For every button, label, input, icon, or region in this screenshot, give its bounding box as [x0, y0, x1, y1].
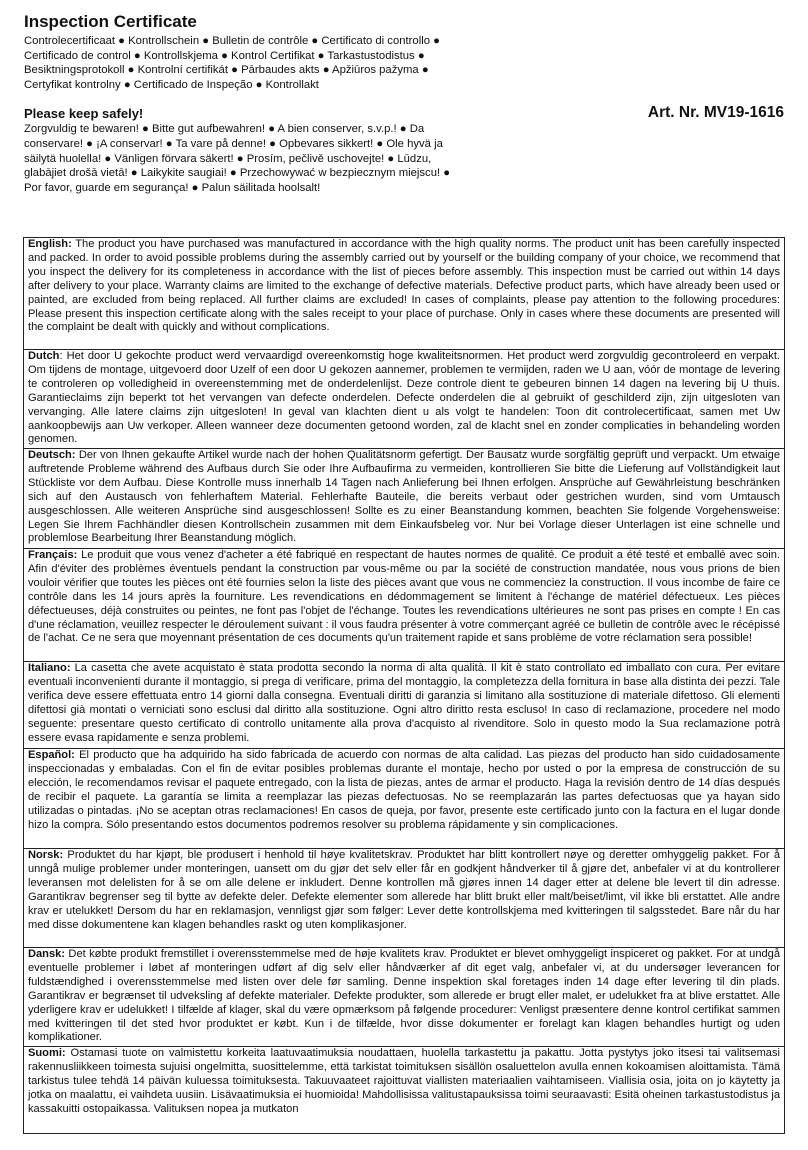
header [24, 12, 784, 195]
section-label: English: [28, 238, 72, 250]
section-text: El producto que ha adquirido ha sido fabricada de acuerdo con normas de alta calidad. Las piezas del producto han sido cuidadosamente inspeccionadas y embaladas. Con el fin de evitar posibles problemas durante el montaje, hecho por usted o por la empresa de construcción de su elección, le recomendamos revisar el paquete entregado, con la lista de piezas, antes de armar el producto. Haga la revisión dentro de 14 días después de recibir el paquete. La garantía se limita a reemplazar las piezas defectuosas. No se reemplazarán las partes defectuosas que ya hayan sido utilizadas o pintadas. ¡No se aceptan otras reclamaciones! En casos de queja, por favor, presente este certificado junto con la factura en el lugar donde hizo la compra. Sólo presentando estos documentos podremos resolver su problema rápidamente y sin complicaciones. [28, 749, 780, 831]
section-espanol [24, 749, 784, 849]
language-sections-table [23, 237, 785, 1134]
section-label: Norsk: [28, 849, 64, 861]
section-label: Deutsch: [28, 449, 76, 461]
section-text: : Het door U gekochte product werd vervaardigd overeenkomstig hoge kwaliteitsnormen. Het product werd zorgvuldig gecontroleerd en verpakt. Om tijdens de montage, uitgevoerd door Uzelf of een door U gekozen aannemer, problemen te vermijden, raden we U aan, vóór de montage de levering te controleren op volledigheid in overeenstemming met de onderdelenlijst. Deze controle dient te gebeuren binnen 14 dagen na levering bij U thuis. Garantieclaims zijn beperkt tot het vervangen van defecte onderdelen. Defecte onderdelen die al gebruikt of geschilderd zijn, zijn uitgesloten van vervanging. Alle latere claims zijn uitgesloten! In geval van klachten dient u als volgt te handelen: Toon dit controlecertificaat, samen met Uw aankoopbewijs aan Uw verkoper. Alleen wanneer deze documenten getoond worden, zal de klacht snel en zonder complicaties in behandeling worden genomen. [28, 350, 780, 446]
section-text: Produktet du har kjøpt, ble produsert i henhold til høye kvalitetskrav. Produktet har blitt kontrollert nøye og deretter omhyggelig pakket. For å unngå mulige problemer under monteringen, uansett om du gjør det selv eller får en godkjent håndverker til å gjøre det, anbefaler vi at du kontrollerer leveransen mot delelisten for å se om alle delene er inkludert. Denne kontrollen må gjøres innen 14 dager etter at delene ble levert til din adresse. Garantikrav begrenser seg til bytte av defekte deler. Defekte elementer som allerede har blitt brukt eller malt/beiset/limt, vil ikke bli erstattet. Alle andre krav er utelukket! Dersom du har en reklamasjon, vennligst gjør som følger: Lever dette kontrollskjema med kvitteringen til salgsstedet. Bare når du har med disse dokumentene kan klagen behandles raskt og uten komplikasjoner. [28, 849, 780, 931]
section-label: Français: [28, 549, 78, 561]
section-dutch [24, 350, 784, 449]
section-label: Dansk: [28, 948, 65, 960]
section-text: Der von Ihnen gekaufte Artikel wurde nach der hohen Qualitätsnorm gefertigt. Der Bausatz wurde sorgfältig geprüft und verpackt. Um etwaige auftretende Probleme während des Aufbaus durch Sie oder Ihre Aufbaufirma zu vermeiden, kontrollieren Sie bitte die Lieferung auf Vollständigkeit laut Stückliste vor dem Aufbau. Diese Kontrolle muss innerhalb 14 Tagen nach Anlieferung bei Ihnen erfolgen. Ansprüche auf Gewährleistung beschränken sich auf den Austausch von fehlerhaftem Material. Fehlerhafte Bauteile, die bereits verbaut oder gestrichen wurden, sind vom Umtausch ausgeschlossen. Alle weiteren Ansprüche sind ausgeschlossen! Sollte es zu einer Beanstandung kommen, beachten Sie folgende Vorgehensweise: Legen Sie Ihrem Fachhändler diesen Kontrollschein zusammen mit dem Einkaufsbeleg vor. Nur bei Vorlage dieser Unterlagen ist eine schnelle und problemlose Bearbeitung Ihrer Beanstandung möglich. [28, 449, 780, 545]
section-dansk [24, 948, 784, 1047]
section-francais [24, 549, 784, 662]
section-label: Dutch [28, 350, 60, 362]
section-text: Det købte produkt fremstillet i overensstemmelse med de høje kvalitets krav. Produktet er blevet omhyggeligt inspiceret og pakket. For at undgå eventuelle problemer i løbet af monteringen udført af dig selv eller håndværker af dit eget valg, anbefaler vi, at du undersøger leverancen for fuldstændighed i overensstemmelse med listen over dele før samling. Denne inspektion skal foretages inden 14 dage efter levering til din plads. Garantikrav er begrænset til udveksling af defekte materialer. Defekte produkter, som allerede er brugt eller malet, er udelukket fra at blive erstattet. Alle yderligere krav er udelukket! I tilfælde af klager, skal du være opmærksom på følgende procedurer: Venligst præsentere denne kontrol certifikat sammen med kvitteringen til det sted hvor produktet er købt. Kun i de tilfælde, hvor disse dokumenter er forelagt kan klagen behandles hurtigt og uden komplikationer. [28, 948, 780, 1044]
article-number: Art. Nr. MV19-1616 [647, 104, 784, 121]
section-suomi [24, 1047, 784, 1133]
section-deutsch [24, 449, 784, 549]
section-english [24, 238, 784, 350]
keep-safely-translations: Zorgvuldig te bewaren! ● Bitte gut aufbewahren! ● A bien conserver, s.v.p.! ● Da conservare! ● ¡A conservar! ● Ta vare på denne! ● Opbevares sikkert! ● Ole hyvä ja säilytä huolella! ● Vänligen förvara säkert! ● Prosím, pečlivě uschovejte! ● Lūdzu, glabājiet drošā vietā! ● Laikykite saugiai! ● Przechowywać w bezpiecznym miejscu! ● Por favor, guarde em segurança! ● Palun säilitada hoolsalt! [24, 123, 451, 194]
keep-safely-title: Please keep safely! [24, 106, 144, 122]
section-label: Español: [28, 749, 75, 761]
section-text: Ostamasi tuote on valmistettu korkeita laatuvaatimuksia noudattaen, huolella tarkastettu ja pakattu. Jotta pystytys joko itsesi tai valitsemasi rakennusliikkeen toimesta sujuisi ongelmitta, suosittelemme, että tarkistat toimituksen sisällön osaluettelon avulla ennen kokoamisen aloittamista. Tämä tarkistus tulee tehdä 14 päivän kuluessa toimituksesta. Takuuvaateet rajoittuvat viallisten materiaalien vaihtamiseen. Viallisia osia, joita on jo käytetty ja jotka on maalattu, ei vaihdeta uusiin. Lisävaatimuksia ei huomioida! Mahdollisissa valitustapauksissa toimi seuraavasti: Esitä oheinen tarkastustodistus ja kassakuitti ostopaikassa. Valituksen nopea ja mutkaton [28, 1047, 780, 1115]
section-text: The product you have purchased was manufactured in accordance with the high quality norms. The product unit has been carefully inspected and packed. In order to avoid possible problems during the assembly carried out by yourself or the building company of your choice, we recommend that you inspect the delivery for its completeness in accordance with the list of pieces before assembly. This inspection must be carried out within 14 days after delivery to your place. Warranty claims are limited to the exchange of defective materials. Defective product parts, which have already been used or painted, are excluded from being replaced. All further claims are excluded! In cases of complaints, please pay attention to the following procedures: Please present this inspection certificate along with the sales receipt to your place of purchase. Only in cases where these documents are presented will the complaint be dealt with quickly and without complications. [28, 238, 780, 334]
section-label: Italiano: [28, 662, 71, 674]
section-text: Le produit que vous venez d'acheter a été fabriqué en respectant de hautes normes de qualité. Ce produit a été testé et emballé avec soin. Afin d'éviter des problèmes éventuels pendant la construction par vous-même ou par la société de construction mandatée, nous vous prions de bien vouloir vérifier que toutes les pièces ont été fournies selon la liste des pièces avant que vous ne commenciez la construction. Il vous incombe de faire ce contrôle dans les 14 jours après la fourniture. Les revendications en dédommagement se limitent à l'échange de matériel défectueux. Les pièces défectueuses, déjà construites ou peintes, ne font pas l'objet de l'échange. Toutes les revendications ultérieures ne sont pas prises en compte ! En cas d'une réclamation, veuillez respecter le déroulement suivant : il vous faudra présenter à votre commerçant agréé ce bulletin de contrôle avec le récépissé de l'achat. Ce ne sera que moyennant présentation de ces documents qu'un traitement rapide et sans problème de votre réclamation sera possible! [28, 549, 780, 645]
section-norsk [24, 849, 784, 948]
section-italiano [24, 662, 784, 749]
title-translations: Controlecertificaat ● Kontrollschein ● Bulletin de contrôle ● Certificato di controllo ● Certificado de control ● Kontrollskjema ● Kontrol Certifikat ● Tarkastustodistus ● Besiktningsprotokoll ● Kontrolní certifikát ● Pārbaudes akts ● Apžiūros pažyma ● Certyfikat kontrolny ● Certificado de Inspeção ● Kontrollakt [24, 35, 440, 91]
page-title: Inspection Certificate [24, 12, 197, 31]
section-text: La casetta che avete acquistato è stata prodotta secondo la norma di alta qualità. Il kit è stato controllato ed imballato con cura. Per evitare eventuali inconvenienti durante il montaggio, si prega di verificare, prima del montaggio, la completezza della fornitura in base alla distinta dei pezzi. Tale verifica deve essere effettuata entro 14 giorni dalla consegna. Eventuali diritti di garanzia si limitano alla sostituzione di materiale difettoso. Gli elementi difettosi già montati o verniciati sono esclusi dal diritto alla sostituzione. Ogni altro diritto resta escluso! In caso di reclamazione, procedere nel modo seguente: presentare questo certificato di controllo unitamente alla prova d'acquisto al rivenditore. Solo in questo modo la Sua reclamazione potrà essere evasa rapidamente e senza problemi. [28, 662, 780, 744]
section-label: Suomi: [28, 1047, 66, 1059]
